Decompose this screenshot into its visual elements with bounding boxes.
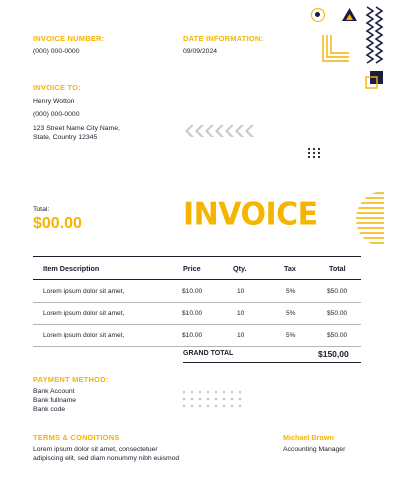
chevron-row-decoration-icon: [183, 124, 257, 138]
invoice-number-label: INVOICE NUMBER:: [33, 34, 105, 43]
row-price: $10.00: [182, 332, 203, 339]
dot-grid-gray-icon: [181, 389, 245, 409]
zigzag-decoration-icon: [362, 5, 388, 65]
date-value: 09/09/2024: [183, 48, 218, 55]
triangle-decoration-icon: [341, 7, 358, 22]
row-description: Lorem ipsum dolor sit amet,: [43, 310, 125, 317]
client-address-line2: State, Country 12345: [33, 134, 98, 141]
circle-decoration-icon: [311, 8, 325, 22]
terms-line1: Lorem ipsum dolor sit amet, consectetuer: [33, 446, 158, 453]
header-qty: Qty.: [233, 264, 247, 273]
row-total: $50.00: [327, 310, 348, 317]
client-phone: (000) 000-0000: [33, 111, 80, 118]
header-total: Total: [329, 264, 346, 273]
client-name: Henry Wotton: [33, 98, 75, 105]
row-qty: 10: [237, 288, 245, 295]
corner-lines-decoration-icon: [321, 35, 351, 63]
row-qty: 10: [237, 310, 245, 317]
date-label: DATE INFORMATION:: [183, 34, 264, 43]
row-price: $10.00: [182, 310, 203, 317]
row-total: $50.00: [327, 332, 348, 339]
row-tax: 5%: [286, 310, 296, 317]
invoice-number-value: (000) 000-0000: [33, 48, 80, 55]
row-tax: 5%: [286, 332, 296, 339]
grand-total-divider: [183, 362, 361, 363]
table-row: [33, 280, 361, 303]
table-header: [33, 256, 361, 280]
header-price: Price: [183, 264, 201, 273]
table-row: [33, 302, 361, 325]
dot-grid-small-icon: [307, 147, 321, 159]
grand-total-value: $150,00: [318, 349, 349, 359]
payment-line-bank-account: Bank Account: [33, 388, 75, 395]
row-description: Lorem ipsum dolor sit amet,: [43, 332, 125, 339]
grand-total-label: GRAND TOTAL: [183, 350, 234, 357]
row-description: Lorem ipsum dolor sit amet,: [43, 288, 125, 295]
row-qty: 10: [237, 332, 245, 339]
row-tax: 5%: [286, 288, 296, 295]
half-circle-decoration-icon: [352, 190, 384, 248]
terms-label: TERMS & CONDITIONS: [33, 433, 120, 442]
payment-method-label: PAYMENT METHOD:: [33, 375, 109, 384]
header-tax: Tax: [284, 264, 296, 273]
row-total: $50.00: [327, 288, 348, 295]
invoice-to-label: INVOICE TO:: [33, 83, 81, 92]
payment-line-bank-fullname: Bank fullname: [33, 397, 77, 404]
row-price: $10.00: [182, 288, 203, 295]
invoice-title: INVOICE: [183, 196, 318, 233]
client-address-line1: 123 Street Name City Name,: [33, 125, 120, 132]
payment-line-bank-code: Bank code: [33, 406, 66, 413]
signatory-name: Michael Brown: [283, 433, 334, 442]
square-decoration-icon: [364, 71, 384, 91]
terms-line2: adipiscing elit, sed diam nonummy nibh euismod: [33, 455, 180, 462]
signatory-role: Accounting Manager: [283, 446, 346, 453]
header-item-description: Item Description: [43, 264, 100, 273]
table-row: [33, 324, 361, 347]
total-amount: $00.00: [33, 215, 82, 232]
total-label: Total:: [33, 206, 50, 213]
